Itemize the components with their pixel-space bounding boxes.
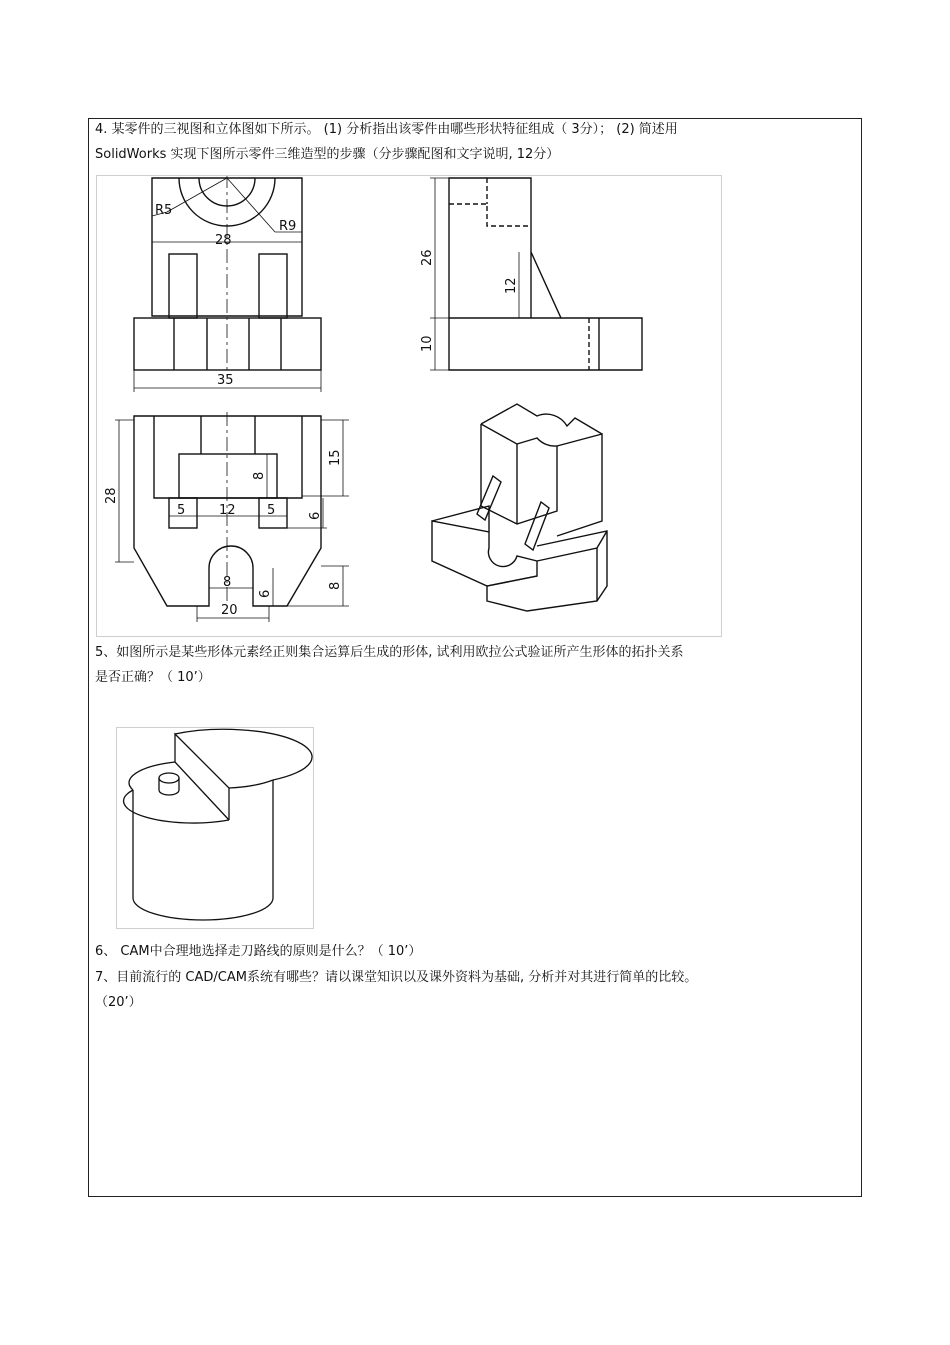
- dim-5-left: 5: [177, 503, 186, 518]
- q7-line-2: （20’）: [95, 995, 142, 1010]
- dim-12-side: 12: [504, 277, 519, 294]
- dim-10: 10: [420, 335, 435, 352]
- cylinder-drawing: [117, 728, 313, 928]
- dim-6-slot: 6: [258, 589, 273, 598]
- cylinder-figure: [116, 727, 314, 929]
- dim-r5: R5: [155, 203, 173, 218]
- dim-8-right: 8: [328, 581, 343, 590]
- dim-6-right: 6: [308, 511, 323, 520]
- dim-5-right: 5: [267, 503, 276, 518]
- three-view-drawing: [97, 176, 721, 636]
- q7-line-1: 7、目前流行的 CAD/CAM系统有哪些？请以课堂知识以及课外资料为基础, 分析并对其进行简单的比较。: [95, 970, 698, 985]
- dim-28-left: 28: [104, 487, 119, 504]
- dim-r9: R9: [279, 219, 297, 234]
- dim-28-top: 28: [215, 233, 232, 248]
- dim-12-bottom: 12: [219, 503, 236, 518]
- q4-line-2: SolidWorks 实现下图所示零件三维造型的步骤（分步骤配图和文字说明, 12分）: [95, 147, 560, 162]
- q5-line-2: 是否正确？（ 10’）: [95, 670, 211, 685]
- q5-line-1: 5、如图所示是某些形体元素经正则集合运算后生成的形体, 试利用欧拉公式验证所产生形体的拓扑关系: [95, 645, 684, 660]
- dim-26: 26: [420, 249, 435, 266]
- q4-line-1: 4. 某零件的三视图和立体图如下所示。 (1) 分析指出该零件由哪些形状特征组成（ 3分）； (2) 简述用: [95, 122, 678, 137]
- dim-8-slot: 8: [223, 575, 232, 590]
- dim-8-inner: 8: [252, 471, 267, 480]
- dim-35: 35: [217, 373, 234, 388]
- q6-line-1: 6、 CAM中合理地选择走刀路线的原则是什么？（ 10’）: [95, 944, 422, 959]
- three-view-figure: [96, 175, 722, 637]
- dim-15: 15: [328, 449, 343, 466]
- dim-20: 20: [221, 603, 238, 618]
